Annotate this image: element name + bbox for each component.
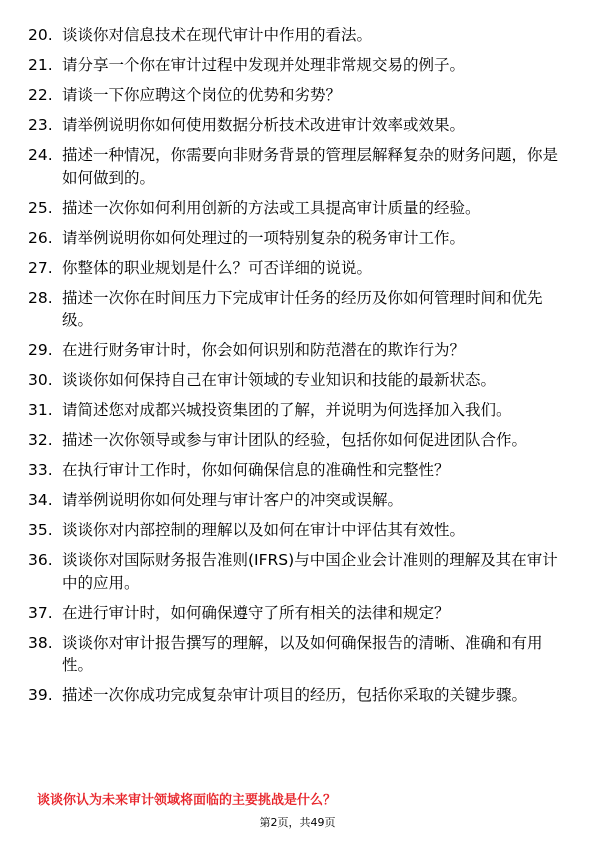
question-text: 请举例说明你如何处理与审计客户的冲突或误解。 [62, 491, 404, 509]
question-item [28, 84, 568, 107]
question-number: 20. [28, 26, 53, 44]
question-number: 32. [28, 431, 53, 449]
question-number: 30. [28, 371, 53, 389]
question-text: 请分享一个你在审计过程中发现并处理非常规交易的例子。 [62, 56, 466, 74]
question-item [28, 114, 568, 137]
question-text: 描述一次你在时间压力下完成审计任务的经历及你如何管理时间和优先级。 [62, 288, 543, 329]
question-item [28, 429, 568, 452]
question-number: 24. [28, 146, 53, 164]
question-text: 描述一种情况，你需要向非财务背景的管理层解释复杂的财务问题，你是如何做到的。 [62, 146, 559, 187]
question-text: 请谈一下你应聘这个岗位的优势和劣势？ [62, 86, 342, 104]
question-text: 描述一次你领导或参与审计团队的经验，包括你如何促进团队合作。 [62, 431, 528, 449]
question-item [28, 197, 568, 220]
question-number: 25. [28, 198, 53, 217]
question-number: 34. [28, 491, 53, 509]
question-text: 请举例说明你如何使用数据分析技术改进审计效率或效果。 [62, 116, 466, 134]
question-text: 你整体的职业规划是什么？可否详细的说说。 [62, 258, 373, 277]
question-number: 29. [28, 341, 53, 359]
question-item [28, 519, 568, 542]
question-item [28, 399, 568, 422]
question-item [28, 339, 568, 362]
question-text: 谈谈你对审计报告撰写的理解，以及如何确保报告的清晰、准确和有用性。 [62, 633, 543, 674]
question-text: 谈谈你如何保持自己在审计领域的专业知识和技能的最新状态。 [62, 371, 497, 389]
page-footer: 第2页，共49页 [259, 816, 336, 829]
question-list [28, 24, 568, 714]
question-item [28, 144, 568, 189]
question-text: 谈谈你对信息技术在现代审计中作用的看法。 [62, 26, 373, 44]
question-item [28, 287, 568, 332]
question-item [28, 684, 568, 707]
question-number: 28. [28, 288, 53, 307]
question-number: 36. [28, 551, 53, 569]
question-number: 37. [28, 603, 53, 622]
question-text: 请举例说明你如何处理过的一项特别复杂的税务审计工作。 [62, 228, 466, 247]
question-text: 谈谈你对国际财务报告准则(IFRS)与中国企业会计准则的理解及其在审计中的应用。 [62, 551, 558, 592]
question-text: 描述一次你成功完成复杂审计项目的经历，包括你采取的关键步骤。 [62, 686, 528, 704]
question-number: 35. [28, 521, 53, 539]
question-text: 请简述您对成都兴城投资集团的了解，并说明为何选择加入我们。 [62, 401, 512, 419]
question-text: 在进行财务审计时，你会如何识别和防范潜在的欺诈行为？ [62, 341, 466, 359]
question-number: 27. [28, 258, 53, 277]
question-number: 22. [28, 86, 53, 104]
question-item [28, 227, 568, 250]
question-item [28, 489, 568, 512]
question-number: 33. [28, 461, 53, 479]
question-item [28, 602, 568, 625]
question-number: 26. [28, 228, 53, 247]
question-text: 描述一次你如何利用创新的方法或工具提高审计质量的经验。 [62, 198, 481, 217]
question-item [28, 632, 568, 677]
question-number: 23. [28, 116, 53, 134]
question-item [28, 54, 568, 77]
question-number: 39. [28, 686, 53, 704]
question-text: 在进行审计时，如何确保遵守了所有相关的法律和规定？ [62, 603, 450, 622]
question-text: 在执行审计工作时，你如何确保信息的准确性和完整性？ [62, 461, 450, 479]
question-item [28, 24, 568, 47]
question-text: 谈谈你对内部控制的理解以及如何在审计中评估其有效性。 [62, 521, 466, 539]
question-item [28, 549, 568, 594]
question-number: 21. [28, 56, 53, 74]
question-item [28, 459, 568, 482]
question-number: 31. [28, 401, 53, 419]
question-number: 38. [28, 633, 53, 652]
promo-question-link[interactable]: 谈谈你认为未来审计领域将面临的主要挑战是什么？ [37, 793, 337, 808]
question-item [28, 369, 568, 392]
question-item [28, 257, 568, 280]
